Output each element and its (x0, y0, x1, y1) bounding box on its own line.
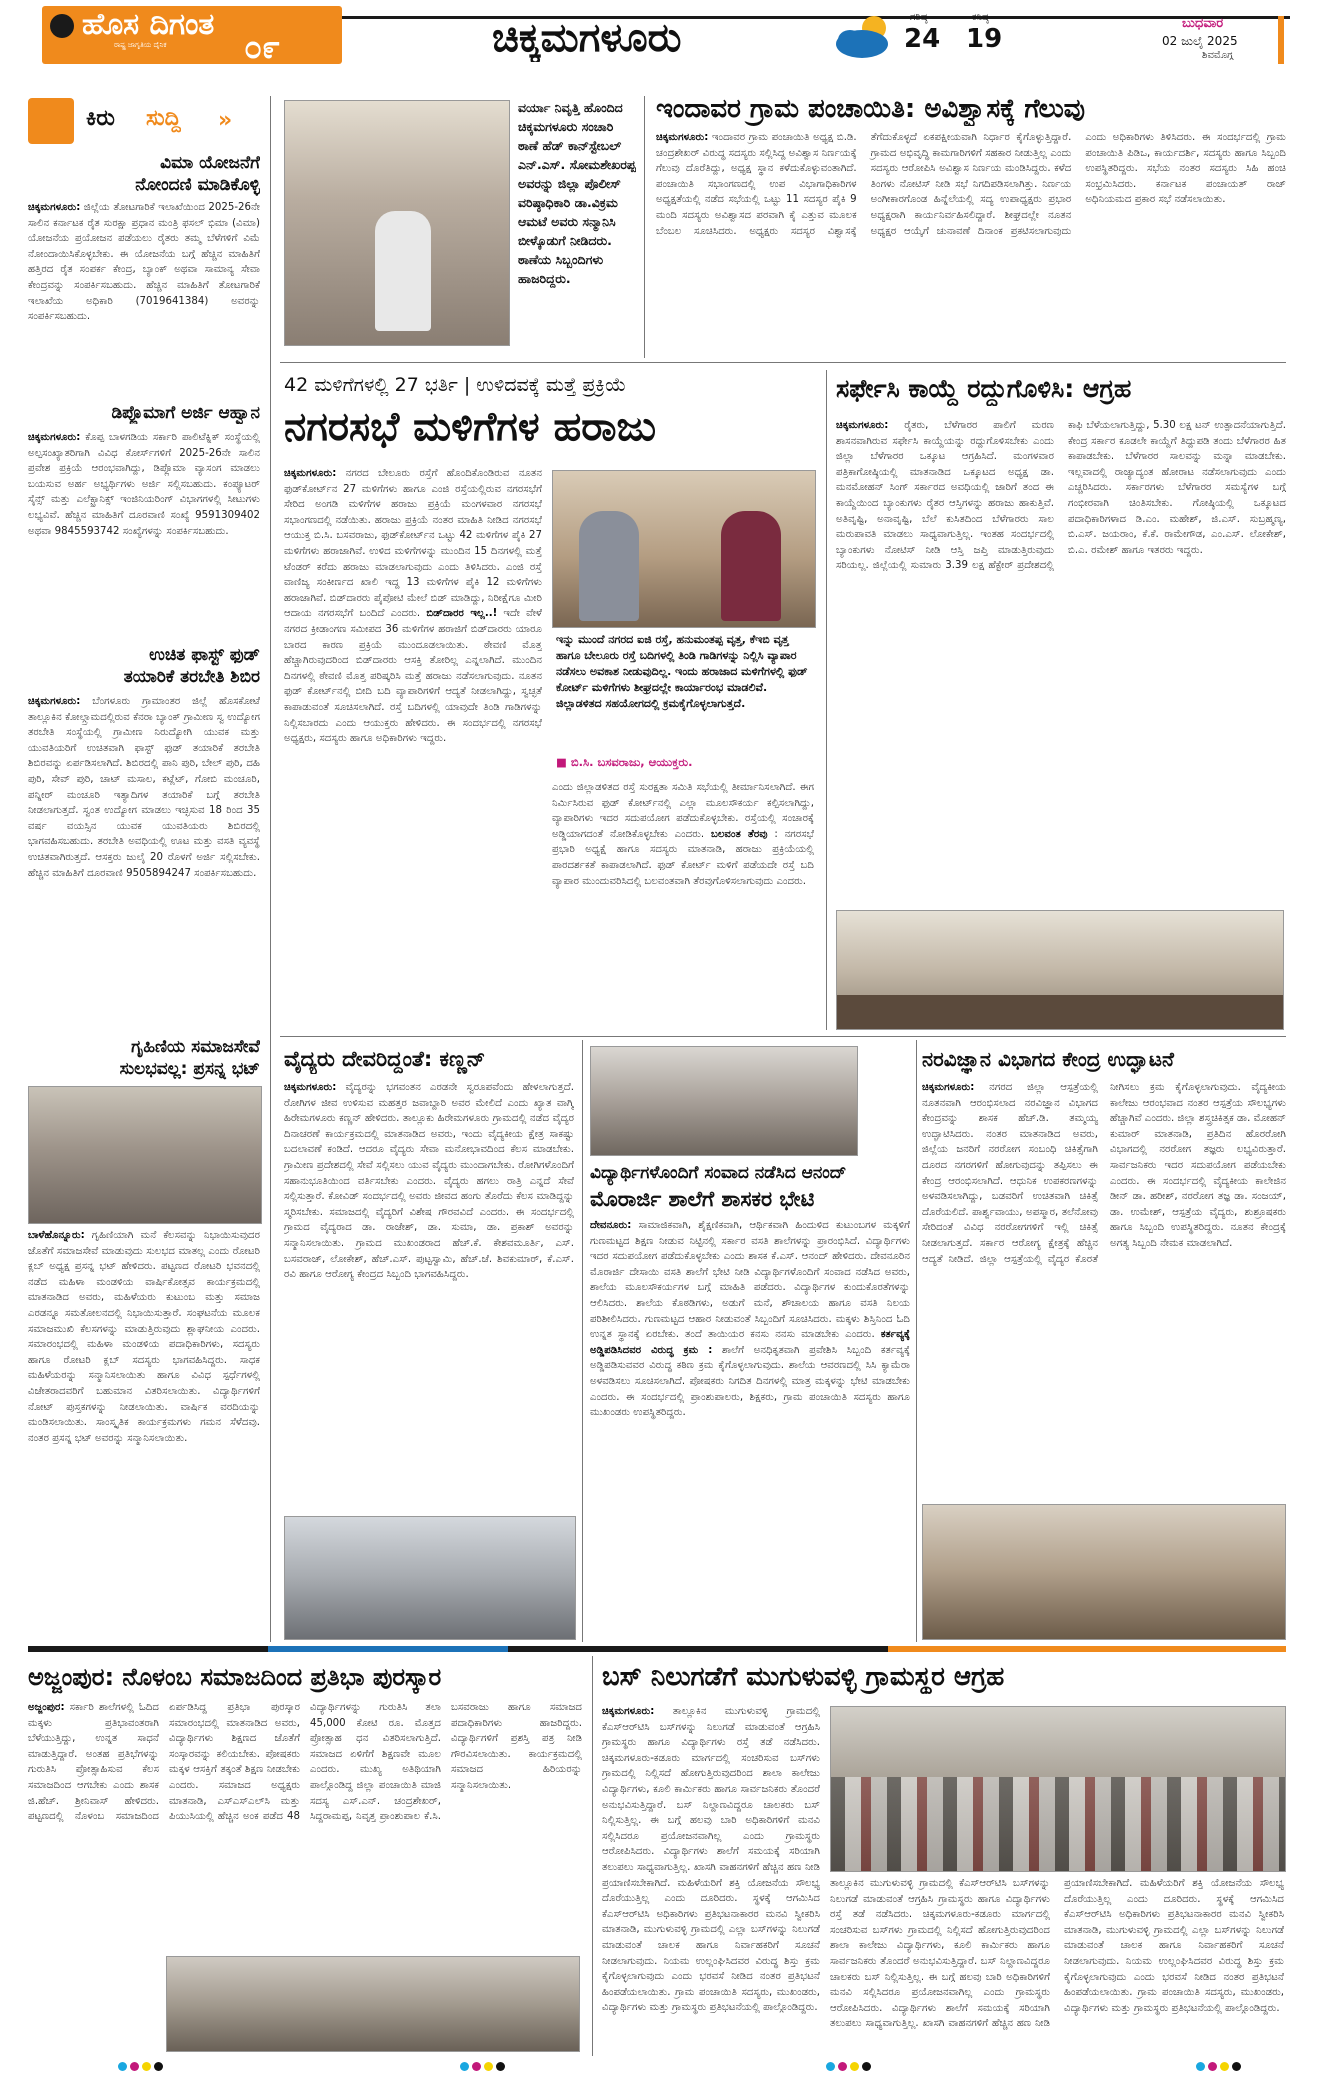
person-figure (375, 211, 431, 331)
reg-dot-black (1232, 2062, 1241, 2071)
section-color-band (28, 1646, 1286, 1652)
kiru-0-head1: ವಿಮಾ ಯೋಜನೆಗೆ (160, 153, 260, 173)
morarji-photo (590, 1046, 858, 1156)
city-title: ಚಿಕ್ಕಮಗಳೂರು (492, 15, 682, 61)
kiru-2-head1: ಉಚಿತ ಫಾಸ್ಟ್ ಫುಡ್ (149, 645, 260, 665)
naravijnana-body: ಚಿಕ್ಕಮಗಳೂರು: ನಗರದ ಜಿಲ್ಲಾ ಆಸ್ಪತ್ರೆಯಲ್ಲಿ ನೂತನವಾಗಿ ಆರಂಭಿಸಲಾದ ನರವಿಜ್ಞಾನ ವಿಭಾಗದ ಕೇಂದ್ರವನ್ನು ಶಾಸಕ ಹೆಚ್.ಡಿ. ತಮ್ಮಯ್ಯ ಉದ್ಘಾಟಿಸಿದರು. ನಂತರ ಮಾತನಾಡಿದ ಅವರು, ಜಿಲ್ಲೆಯ ಜನರಿಗೆ ನರರೋಗ ಸಂಬಂಧಿ ಚಿಕಿತ್ಸೆಗಾಗಿ ದೂರದ ನಗರಗಳಿಗೆ ಹೋಗುವುದನ್ನು ತಪ್ಪಿಸಲು ಈ ಕೇಂದ್ರ ಆರಂಭಿಸಲಾಗಿದೆ. ಆಧುನಿಕ ಉಪಕರಣಗಳನ್ನು ಅಳವಡಿಸಲಾಗಿದ್ದು, ಬಡವರಿಗೆ ಉಚಿತವಾಗಿ ಚಿಕಿತ್ಸೆ ದೊರೆಯಲಿದೆ. ಪಾರ್ಶ್ವವಾಯು, ಅಪಸ್ಮಾರ, ತಲೆನೋವು ಸೇರಿದಂತೆ ವಿವಿಧ ನರರೋಗಗಳಿಗೆ ಇಲ್ಲಿ ಚಿಕಿತ್ಸೆ ನೀಡಲಾಗುತ್ತದೆ. ಸರ್ಕಾರ ಆರೋಗ್ಯ ಕ್ಷೇತ್ರಕ್ಕೆ ಹೆಚ್ಚಿನ ಆದ್ಯತೆ ನೀಡಿದೆ. ಜಿಲ್ಲಾ ಆಸ್ಪತ್ರೆಯಲ್ಲಿ ವೈದ್ಯರ ಕೊರತೆ ನೀಗಿಸಲು ಕ್ರಮ ಕೈಗೊಳ್ಳಲಾಗುವುದು. ವೈದ್ಯಕೀಯ ಕಾಲೇಜು ಆರಂಭವಾದ ನಂತರ ಆಸ್ಪತ್ರೆಯ ಸೌಲಭ್ಯಗಳು ಹೆಚ್ಚಾಗಿವೆ ಎಂದರು. ಜಿಲ್ಲಾ ಶಸ್ತ್ರಚಿಕಿತ್ಸಕ ಡಾ. ಮೋಹನ್ ಕುಮಾರ್ ಮಾತನಾಡಿ, ಪ್ರತಿದಿನ ಹೊರರೋಗಿ ವಿಭಾಗದಲ್ಲಿ ನರರೋಗ ತಜ್ಞರು ಲಭ್ಯವಿರುತ್ತಾರೆ. ಸಾರ್ವಜನಿಕರು ಇದರ ಸದುಪಯೋಗ ಪಡೆಯಬೇಕು ಎಂದರು. ಈ ಸಂದರ್ಭದಲ್ಲಿ ವೈದ್ಯಕೀಯ ಕಾಲೇಜಿನ ಡೀನ್ ಡಾ. ಹರೀಶ್, ನರರೋಗ ತಜ್ಞ ಡಾ. ಸಂಜಯ್, ಡಾ. ಉಮೇಶ್, ಆಸ್ಪತ್ರೆಯ ವೈದ್ಯರು, ಶುಶ್ರೂಷಕರು ಹಾಗೂ ಸಿಬ್ಬಂದಿ ಉಪಸ್ಥಿತರಿದ್ದರು. ನೂತನ ಕೇಂದ್ರಕ್ಕೆ ಅಗತ್ಯ ಸಿಬ್ಬಂದಿ ನೇಮಕ ಮಾಡಲಾಗಿದೆ. (922, 1082, 1286, 1265)
max-temp-label: ಗರಿಷ್ಠ (910, 12, 928, 23)
registration-marks-center-right (826, 2062, 886, 2072)
vaidya-photo (284, 1516, 576, 1640)
press-meet-table (837, 995, 1283, 1029)
registration-marks-right (1196, 2062, 1256, 2072)
nagarasabhe-photo (552, 470, 816, 628)
logo-emblem-icon (50, 14, 74, 38)
ajjampura-body: ಅಜ್ಜಂಪುರ: ಸರ್ಕಾರಿ ಶಾಲೆಗಳಲ್ಲಿ ಓದಿದ ಮಕ್ಕಳು ಪ್ರತಿಭಾವಂತರಾಗಿ ಬೆಳೆಯುತ್ತಿದ್ದು, ಉನ್ನತ ಸಾಧನೆ ಮಾಡುತ್ತಿದ್ದಾರೆ. ಅಂತಹ ಪ್ರತಿಭೆಗಳನ್ನು ಗುರುತಿಸಿ ಪ್ರೋತ್ಸಾಹಿಸುವ ಕೆಲಸ ಸಮಾಜದಿಂದ ಆಗಬೇಕು ಎಂದು ಶಾಸಕ ಜಿ.ಹೆಚ್. ಶ್ರೀನಿವಾಸ್ ಹೇಳಿದರು. ಪಟ್ಟಣದಲ್ಲಿ ನೊಳಂಬ ಸಮಾಜದಿಂದ ಏರ್ಪಡಿಸಿದ್ದ ಪ್ರತಿಭಾ ಪುರಸ್ಕಾರ ಸಮಾರಂಭದಲ್ಲಿ ಮಾತನಾಡಿದ ಅವರು, ವಿದ್ಯಾರ್ಥಿಗಳು ಶಿಕ್ಷಣದ ಜೊತೆಗೆ ಸಂಸ್ಕಾರವನ್ನು ಕಲಿಯಬೇಕು. ಪೋಷಕರು ಮಕ್ಕಳ ಆಸಕ್ತಿಗೆ ತಕ್ಕಂತೆ ಶಿಕ್ಷಣ ನೀಡಬೇಕು ಎಂದರು. ಸಮಾಜದ ಅಧ್ಯಕ್ಷರು ಮಾತನಾಡಿ, ಎಸ್‌ಎಸ್‌ಎಲ್‌ಸಿ ಮತ್ತು ಪಿಯುಸಿಯಲ್ಲಿ ಹೆಚ್ಚಿನ ಅಂಕ ಪಡೆದ 48 ವಿದ್ಯಾರ್ಥಿಗಳನ್ನು ಗುರುತಿಸಿ ತಲಾ 45,000 ಕೋಟಿ ರೂ. ಮೊತ್ತದ ಪ್ರೋತ್ಸಾಹ ಧನ ವಿತರಿಸಲಾಗುತ್ತಿದೆ. ಸಮಾಜದ ಏಳಿಗೆಗೆ ಶಿಕ್ಷಣವೇ ಮೂಲ ಎಂದರು. ಮುಖ್ಯ ಅತಿಥಿಯಾಗಿ ಪಾಲ್ಗೊಂಡಿದ್ದ ಜಿಲ್ಲಾ ಪಂಚಾಯಿತಿ ಮಾಜಿ ಸದಸ್ಯ ಎಸ್.ಎನ್. ಚಂದ್ರಶೇಖರ್, ಸಿದ್ದರಾಮಪ್ಪ, ನಿವೃತ್ತ ಪ್ರಾಂಶುಪಾಲ ಕೆ.ಸಿ. ಬಸವರಾಜು ಹಾಗೂ ಸಮಾಜದ ಪದಾಧಿಕಾರಿಗಳು ಹಾಜರಿದ್ದರು. ವಿದ್ಯಾರ್ಥಿಗಳಿಗೆ ಪ್ರಶಸ್ತಿ ಪತ್ರ ನೀಡಿ ಗೌರವಿಸಲಾಯಿತು. ಕಾರ್ಯಕ್ರಮದಲ್ಲಿ ಸಮಾಜದ ಹಿರಿಯರನ್ನು ಸನ್ಮಾನಿಸಲಾಯಿತು. (28, 1702, 582, 1823)
kiru-0-head2: ನೋಂದಣಿ ಮಾಡಿಕೊಳ್ಳಿ (135, 175, 260, 195)
official-figure-2 (721, 511, 781, 621)
bottom-rule (592, 1656, 593, 2056)
reg-dot-magenta (838, 2062, 847, 2071)
kiru-3-photo (28, 1086, 262, 1224)
reg-dot-cyan (826, 2062, 835, 2071)
mid-rule-1 (826, 370, 827, 1030)
nagarasabhe-body3: ಎಂದು ಜಿಲ್ಲಾಡಳಿತದ ರಸ್ತೆ ಸುರಕ್ಷತಾ ಸಮಿತಿ ಸಭೆಯಲ್ಲಿ ತೀರ್ಮಾನಿಸಲಾಗಿದೆ. ಈಗ ನಿರ್ಮಿಸಿರುವ ಫುಡ್ ಕೋರ್ಟ್‌ನಲ್ಲಿ ಎಲ್ಲಾ ಮೂಲಸೌಕರ್ಯ ಕಲ್ಪಿಸಲಾಗಿದ್ದು, ವ್ಯಾಪಾರಿಗಳು ಇದರ ಸದುಪಯೋಗ ಪಡೆದುಕೊಳ್ಳಬೇಕು. ರಸ್ತೆಯಲ್ಲಿ ಸಂಚಾರಕ್ಕೆ ಅಡ್ಡಿಯಾಗದಂತೆ ನೋಡಿಕೊಳ್ಳಬೇಕು ಎಂದರು. ಬಲವಂತ ತೆರವು : ನಗರಸಭೆ ಪ್ರಭಾರಿ ಅಧ್ಯಕ್ಷೆ ಹಾಗೂ ಸದಸ್ಯರು ಮಾತನಾಡಿ, ಹರಾಜು ಪ್ರಕ್ರಿಯೆಯಲ್ಲಿ ಪಾರದರ್ಶಕತೆ ಕಾಪಾಡಲಾಗಿದೆ. ಫುಡ್ ಕೋರ್ಟ್ ಮಳಿಗೆ ಪಡೆಯದೇ ರಸ್ತೆ ಬದಿ ವ್ಯಾಪಾರ ಮುಂದುವರಿಸಿದಲ್ಲಿ ಬಲವಂತವಾಗಿ ತೆರವುಗೊಳಿಸಲಾಗುವುದು ಎಂದರು. (552, 782, 814, 887)
mid-rule-3 (916, 1040, 917, 1642)
reg-dot-cyan (1196, 2062, 1205, 2071)
credit-square-icon: ■ (556, 755, 571, 769)
indavara-body: ಚಿಕ್ಕಮಗಳೂರು: ಇಂದಾವರ ಗ್ರಾಮ ಪಂಚಾಯಿತಿ ಅಧ್ಯಕ್ಷ ಬಿ.ಡಿ. ಚಂದ್ರಶೇಖರ್ ವಿರುದ್ಧ ಸದಸ್ಯರು ಸಲ್ಲಿಸಿದ್ದ ಅವಿಶ್ವಾಸ ನಿರ್ಣಯಕ್ಕೆ ಗೆಲುವು ದೊರೆತಿದ್ದು, ಅಧ್ಯಕ್ಷ ಸ್ಥಾನ ಕಳೆದುಕೊಳ್ಳುವಂತಾಗಿದೆ. ಪಂಚಾಯಿತಿ ಸಭಾಂಗಣದಲ್ಲಿ ಉಪ ವಿಭಾಗಾಧಿಕಾರಿಗಳ ಅಧ್ಯಕ್ಷತೆಯಲ್ಲಿ ನಡೆದ ಸಭೆಯಲ್ಲಿ ಒಟ್ಟು 11 ಸದಸ್ಯರ ಪೈಕಿ 9 ಮಂದಿ ಸದಸ್ಯರು ಅವಿಶ್ವಾಸದ ಪರವಾಗಿ ಕೈ ಎತ್ತುವ ಮೂಲಕ ಬೆಂಬಲ ಸೂಚಿಸಿದರು. ಅಧ್ಯಕ್ಷರು ಸದಸ್ಯರ ವಿಶ್ವಾಸಕ್ಕೆ ತೆಗೆದುಕೊಳ್ಳದೆ ಏಕಪಕ್ಷೀಯವಾಗಿ ನಿರ್ಧಾರ ಕೈಗೊಳ್ಳುತ್ತಿದ್ದಾರೆ. ಗ್ರಾಮದ ಅಭಿವೃದ್ಧಿ ಕಾಮಗಾರಿಗಳಿಗೆ ಸಹಕಾರ ನೀಡುತ್ತಿಲ್ಲ ಎಂದು ಸದಸ್ಯರು ಆರೋಪಿಸಿ ಅವಿಶ್ವಾಸ ನಿರ್ಣಯ ಮಂಡಿಸಿದ್ದರು. ಕಳೆದ ತಿಂಗಳು ನೋಟಿಸ್ ನೀಡಿ ಸಭೆ ನಿಗದಿಪಡಿಸಲಾಗಿತ್ತು. ನಿರ್ಣಯ ಅಂಗೀಕಾರಗೊಂಡ ಹಿನ್ನೆಲೆಯಲ್ಲಿ ಸದ್ಯ ಉಪಾಧ್ಯಕ್ಷರು ಪ್ರಭಾರ ಅಧ್ಯಕ್ಷರಾಗಿ ಕಾರ್ಯನಿರ್ವಹಿಸಲಿದ್ದಾರೆ. ಶೀಘ್ರದಲ್ಲೇ ನೂತನ ಅಧ್ಯಕ್ಷರ ಆಯ್ಕೆಗೆ ಚುನಾವಣೆ ದಿನಾಂಕ ಪ್ರಕಟಿಸಲಾಗುವುದು ಎಂದು ಅಧಿಕಾರಿಗಳು ತಿಳಿಸಿದರು. ಈ ಸಂದರ್ಭದಲ್ಲಿ ಗ್ರಾಮ ಪಂಚಾಯಿತಿ ಪಿಡಿಒ, ಕಾರ್ಯದರ್ಶಿ, ಸದಸ್ಯರು ಹಾಗೂ ಸಿಬ್ಬಂದಿ ಉಪಸ್ಥಿತರಿದ್ದರು. ಸಭೆಯ ನಂತರ ಸದಸ್ಯರು ಸಿಹಿ ಹಂಚಿ ಸಂಭ್ರಮಿಸಿದರು. ಕರ್ನಾಟಕ ಪಂಚಾಯತ್ ರಾಜ್ ಅಧಿನಿಯಮದ ಪ್ರಕಾರ ಸಭೆ ನಡೆಸಲಾಯಿತು. (656, 132, 1286, 237)
bus-photo (830, 1706, 1286, 1872)
min-temp-label: ಕನಿಷ್ಠ (972, 12, 989, 23)
retirement-caption: ವರ್ಯಾ ನಿವೃತ್ತಿ ಹೊಂದಿದ ಚಿಕ್ಕಮಗಳೂರು ಸಂಚಾರಿ ಠಾಣೆ ಹೆಡ್ ಕಾನ್‌ಸ್ಟೇಬಲ್ ಎನ್.ಎಸ್. ಸೋಮಶೇಖರಪ್ಪ ಅವರನ್ನು ಜಿಲ್ಲಾ ಪೊಲೀಸ್ ವರಿಷ್ಠಾಧಿಕಾರಿ ಡಾ.ವಿಕ್ರಮ ಆಮಟೆ ಅವರು ಸನ್ಮಾನಿಸಿ ಬೀಳ್ಕೊಡುಗೆ ನೀಡಿದರು. ಠಾಣೆಯ ಸಿಬ್ಬಂದಿಗಳು ಹಾಜರಿದ್ದರು. (518, 100, 636, 286)
reg-dot-magenta (130, 2062, 139, 2071)
morarji-headline: ವಿದ್ಯಾರ್ಥಿಗಳೊಂದಿಗೆ ಸಂವಾದ ನಡೆಸಿದ ಆನಂದ್ (590, 1163, 847, 1183)
logo-tagline: ರಾಷ್ಟ್ರ ಜಾಗೃತಿಯ ದೈನಿಕ (114, 41, 167, 49)
nagarasabhe-body1: ಚಿಕ್ಕಮಗಳೂರು: ನಗರದ ಬೇಲೂರು ರಸ್ತೆಗೆ ಹೊಂದಿಕೊಂಡಿರುವ ನೂತನ ಫುಡ್‌ಕೋರ್ಟ್‌ನ 27 ಮಳಿಗೆಗಳು ಹಾಗೂ ಎಂಜಿ ರಸ್ತೆಯಲ್ಲಿರುವ ನಗರಸಭೆಗೆ ಸೇರಿದ ಅಂಗಡಿ ಮಳಿಗೆಗಳ ಹರಾಜು ಪ್ರಕ್ರಿಯೆ ಮಂಗಳವಾರ ನಗರಸಭೆ ಸಭಾಂಗಣದಲ್ಲಿ ನಡೆಯಿತು. ಹರಾಜು ಪ್ರಕ್ರಿಯೆ ನಂತರ ಮಾಹಿತಿ ನೀಡಿದ ನಗರಸಭೆ ಆಯುಕ್ತ ಬಿ.ಸಿ. ಬಸವರಾಜು, ಫುಡ್‌ಕೋರ್ಟ್‌ನ ಒಟ್ಟು 42 ಮಳಿಗೆಗಳ ಪೈಕಿ 27 ಮಳಿಗೆಗಳು ಹರಾಜಾಗಿವೆ. ಉಳಿದ ಮಳಿಗೆಗಳನ್ನು ಮುಂದಿನ 15 ದಿನಗಳಲ್ಲಿ ಮತ್ತೆ ಟೆಂಡರ್ ಕರೆದು ಹರಾಜು ಮಾಡಲಾಗುವುದು ಎಂದು ತಿಳಿಸಿದರು. ಎಂಜಿ ರಸ್ತೆ ವಾಣಿಜ್ಯ ಸಂಕೀರ್ಣದ ಖಾಲಿ ಇದ್ದ 13 ಮಳಿಗೆಗಳ ಪೈಕಿ 12 ಮಳಿಗೆಗಳು ಹರಾಜಾಗಿವೆ. ಬಿಡ್‌ದಾರರು ಪೈಪೋಟಿ ಮೇಲೆ ಬಿಡ್ ಮಾಡಿದ್ದು, ನಿರೀಕ್ಷೆಗೂ ಮೀರಿ ಆದಾಯ ನಗರಸಭೆಗೆ ಬಂದಿದೆ ಎಂದರು. ಬಿಡ್‌ದಾರರ ಇಲ್ಲ..! ಇದೇ ವೇಳೆ ನಗರದ ಕ್ರೀಡಾಂಗಣ ಸಮೀಪದ 36 ಮಳಿಗೆಗಳ ಹರಾಜಿಗೆ ಬಿಡ್‌ದಾರರು ಯಾರೂ ಬಾರದ ಕಾರಣ ಪ್ರಕ್ರಿಯೆ ಮುಂದೂಡಲಾಯಿತು. ಠೇವಣಿ ಮೊತ್ತ ಹೆಚ್ಚಾಗಿರುವುದರಿಂದ ಬಿಡ್‌ದಾರರು ಆಸಕ್ತಿ ತೋರಿಲ್ಲ ಎನ್ನಲಾಗಿದೆ. ಮುಂದಿನ ದಿನಗಳಲ್ಲಿ ಠೇವಣಿ ಮೊತ್ತ ಪರಿಷ್ಕರಿಸಿ ಮತ್ತೆ ಹರಾಜು ನಡೆಸಲಾಗುವುದು. ನೂತನ ಫುಡ್ ಕೋರ್ಟ್‌ನಲ್ಲಿ ಬೀದಿ ಬದಿ ವ್ಯಾಪಾರಿಗಳಿಗೆ ಆದ್ಯತೆ ನೀಡಲಾಗಿದ್ದು, ಸ್ವಚ್ಛತೆ ಕಾಪಾಡುವಂತೆ ಸೂಚಿಸಲಾಗಿದೆ. ರಸ್ತೆ ಬದಿಗಳಲ್ಲಿ ಯಾವುದೇ ತಿಂಡಿ ಗಾಡಿಗಳನ್ನು ನಿಲ್ಲಿಸಬಾರದು ಎಂದು ಆಯುಕ್ತರು ಹೇಳಿದರು. ಈ ಸಂದರ್ಭದಲ್ಲಿ ನಗರಸಭೆ ಅಧ್ಯಕ್ಷರು, ಸದಸ್ಯರು ಹಾಗೂ ಅಧಿಕಾರಿಗಳು ಇದ್ದರು. (284, 468, 542, 745)
ajjampura-photo (166, 1956, 580, 2052)
registration-marks-center-left (460, 2062, 520, 2072)
top-section-rule (280, 362, 1286, 363)
reg-dot-yellow (142, 2062, 151, 2071)
kiru-1-body: ಚಿಕ್ಕಮಗಳೂರು: ಕೊಪ್ಪ ಬಾಳಗಡಿಯ ಸರ್ಕಾರಿ ಪಾಲಿಟೆಕ್ನಿಕ್ ಸಂಸ್ಥೆಯಲ್ಲಿ ಅಲ್ಪಸಂಖ್ಯಾತರಿಗಾಗಿ ವಿವಿಧ ಕೋರ್ಸ್‌ಗಳಿಗೆ 2025-26ನೇ ಸಾಲಿನ ಪ್ರವೇಶ ಪ್ರಕ್ರಿಯೆ ಆರಂಭವಾಗಿದ್ದು, ಡಿಪ್ಲೊಮಾ ವ್ಯಾಸಂಗ ಮಾಡಲು ಬಯಸುವ ಅರ್ಹ ಅಭ್ಯರ್ಥಿಗಳು ಅರ್ಜಿ ಸಲ್ಲಿಸಬಹುದು. ಕಂಪ್ಯೂಟರ್ ಸೈನ್ಸ್ ಮತ್ತು ಎಲೆಕ್ಟ್ರಾನಿಕ್ಸ್ ಇಂಜಿನಿಯರಿಂಗ್ ವಿಭಾಗಗಳಲ್ಲಿ ಸೀಟುಗಳು ಲಭ್ಯವಿವೆ. ಹೆಚ್ಚಿನ ಮಾಹಿತಿಗೆ ದೂರವಾಣಿ ಸಂಖ್ಯೆ 9591309402 ಅಥವಾ 9845593742 ಸಂಖ್ಯೆಗಳನ್ನು ಸಂಪರ್ಕಿಸಬಹುದು. (28, 432, 260, 537)
reg-dot-cyan (118, 2062, 127, 2071)
max-temp: 24 (904, 24, 941, 54)
min-temp: 19 (966, 24, 1003, 54)
band-dark (28, 1646, 268, 1652)
kiru-2-body: ಚಿಕ್ಕಮಗಳೂರು: ಬೆಂಗಳೂರು ಗ್ರಾಮಾಂತರ ಜಿಲ್ಲೆ ಹೊಸಕೋಟೆ ತಾಲ್ಲೂಕಿನ ಕೋಲ್ಗ್ರಾಮದಲ್ಲಿರುವ ಕೆನರಾ ಬ್ಯಾಂಕ್ ಗ್ರಾಮೀಣ ಸ್ವ ಉದ್ಯೋಗ ತರಬೇತಿ ಸಂಸ್ಥೆಯಲ್ಲಿ ಗ್ರಾಮೀಣ ನಿರುದ್ಯೋಗಿ ಯುವಕ ಮತ್ತು ಯುವತಿಯರಿಗೆ ಉಚಿತವಾಗಿ ಫಾಸ್ಟ್ ಫುಡ್ ತಯಾರಿಕೆ ತರಬೇತಿ ಶಿಬಿರವನ್ನು ಏರ್ಪಡಿಸಲಾಗಿದೆ. ಶಿಬಿರದಲ್ಲಿ ಪಾನಿ ಪುರಿ, ಬೇಲ್ ಪುರಿ, ದಹಿ ಪುರಿ, ಸೇವ್ ಪುರಿ, ಚಾಟ್ ಮಸಾಲ, ಕಟ್ಲೆಟ್, ಗೋಬಿ ಮಂಚೂರಿ, ಪನ್ನೀರ್ ಮಂಚೂರಿ ಇತ್ಯಾದಿಗಳ ತಯಾರಿಕೆ ಬಗ್ಗೆ ತರಬೇತಿ ನೀಡಲಾಗುತ್ತದೆ. ಸ್ವಂತ ಉದ್ಯೋಗ ಮಾಡಲು ಇಚ್ಛಿಸುವ 18 ರಿಂದ 35 ವರ್ಷ ವಯಸ್ಸಿನ ಯುವಕ ಯುವತಿಯರು ಶಿಬಿರದಲ್ಲಿ ಭಾಗವಹಿಸಬಹುದು. ತರಬೇತಿ ಅವಧಿಯಲ್ಲಿ ಊಟ ಮತ್ತು ವಸತಿ ವ್ಯವಸ್ಥೆ ಉಚಿತವಾಗಿರುತ್ತದೆ. ಆಸಕ್ತರು ಜುಲೈ 20 ರೊಳಗೆ ಅರ್ಜಿ ಸಲ್ಲಿಸಬೇಕು. ಹೆಚ್ಚಿನ ಮಾಹಿತಿಗೆ ದೂರವಾಣಿ 9505894247 ಸಂಪರ್ಕಿಸಬಹುದು. (28, 696, 260, 879)
official-figure-1 (579, 511, 639, 621)
survey-body: ಚಿಕ್ಕಮಗಳೂರು: ರೈತರು, ಬೆಳೆಗಾರರ ಪಾಲಿಗೆ ಮರಣ ಶಾಸನವಾಗಿರುವ ಸರ್ಫೇಸಿ ಕಾಯ್ದೆಯನ್ನು ರದ್ದುಗೊಳಿಸಬೇಕು ಎಂದು ಜಿಲ್ಲಾ ಬೆಳೆಗಾರರ ಒಕ್ಕೂಟ ಆಗ್ರಹಿಸಿದೆ. ಮಂಗಳವಾರ ಪತ್ರಿಕಾಗೋಷ್ಠಿಯಲ್ಲಿ ಮಾತನಾಡಿದ ಒಕ್ಕೂಟದ ಅಧ್ಯಕ್ಷ ಡಾ. ಮನಮೋಹನ್ ಸಿಂಗ್ ಸರ್ಕಾರದ ಅವಧಿಯಲ್ಲಿ ಜಾರಿಗೆ ತಂದ ಈ ಕಾಯ್ದೆಯಿಂದ ಬ್ಯಾಂಕುಗಳು ರೈತರ ಆಸ್ತಿಗಳನ್ನು ಹರಾಜು ಹಾಕುತ್ತಿವೆ. ಅತಿವೃಷ್ಟಿ, ಅನಾವೃಷ್ಟಿ, ಬೆಲೆ ಕುಸಿತದಿಂದ ಬೆಳೆಗಾರರು ಸಾಲ ಮರುಪಾವತಿ ಮಾಡಲು ಸಾಧ್ಯವಾಗುತ್ತಿಲ್ಲ. ಇಂತಹ ಸಂದರ್ಭದಲ್ಲಿ ಬ್ಯಾಂಕುಗಳು ನೋಟಿಸ್ ನೀಡಿ ಆಸ್ತಿ ಜಪ್ತಿ ಮಾಡುತ್ತಿರುವುದು ಸರಿಯಲ್ಲ. ಜಿಲ್ಲೆಯಲ್ಲಿ ಸುಮಾರು 3.39 ಲಕ್ಷ ಹೆಕ್ಟೇರ್ ಪ್ರದೇಶದಲ್ಲಿ ಕಾಫಿ ಬೆಳೆಯಲಾಗುತ್ತಿದ್ದು, 5.30 ಲಕ್ಷ ಟನ್ ಉತ್ಪಾದನೆಯಾಗುತ್ತಿದೆ. ಕೇಂದ್ರ ಸರ್ಕಾರ ಕೂಡಲೇ ಕಾಯ್ದೆಗೆ ತಿದ್ದುಪಡಿ ತಂದು ಬೆಳೆಗಾರರ ಹಿತ ಕಾಪಾಡಬೇಕು. ಬೆಳೆಗಾರರ ಸಾಲವನ್ನು ಮನ್ನಾ ಮಾಡಬೇಕು. ಇಲ್ಲವಾದಲ್ಲಿ ರಾಜ್ಯಾದ್ಯಂತ ಹೋರಾಟ ನಡೆಸಲಾಗುವುದು ಎಂದು ಎಚ್ಚರಿಸಿದರು. ಸರ್ಕಾರಗಳು ಬೆಳೆಗಾರರ ಸಮಸ್ಯೆಗಳ ಬಗ್ಗೆ ಗಂಭೀರವಾಗಿ ಚಿಂತಿಸಬೇಕು. ಗೋಷ್ಠಿಯಲ್ಲಿ ಒಕ್ಕೂಟದ ಪದಾಧಿಕಾರಿಗಳಾದ ಡಿ.ಎಂ. ಮಹೇಶ್, ಜಿ.ಎಸ್. ಸುಬ್ರಹ್ಮಣ್ಯ, ಬಿ.ಎಸ್. ಜಯರಾಂ, ಕೆ.ಕೆ. ರಾಮೇಗೌಡ, ಎಂ.ಎಸ್. ಲೋಕೇಶ್, ಬಿ.ಎ. ರಮೇಶ್ ಹಾಗೂ ಇತರರು ಇದ್ದರು. (836, 420, 1286, 572)
chevron-arrows-icon: » (218, 108, 233, 133)
left-column-rule (270, 96, 271, 1642)
survey-photo (836, 910, 1284, 1030)
reg-dot-cyan (460, 2062, 469, 2071)
band-blue (268, 1646, 508, 1652)
retirement-photo (284, 100, 510, 346)
ajjampura-headline: ಅಜ್ಜಂಪುರ: ನೊಳಂಬ ಸಮಾಜದಿಂದ ಪ್ರತಿಭಾ ಪುರಸ್ಕಾರ (28, 1663, 442, 1691)
kirusuddi-badge (28, 98, 248, 144)
reg-dot-black (862, 2062, 871, 2071)
masthead-accent-bar (1278, 16, 1284, 64)
kiru-3-body: ಬಾಳೆಹೊನ್ನೂರು: ಗೃಹಿಣಿಯಾಗಿ ಮನೆ ಕೆಲಸವನ್ನು ನಿಭಾಯಿಸುವುದರ ಜೊತೆಗೆ ಸಮಾಜಸೇವೆ ಮಾಡುವುದು ಸುಲಭದ ಮಾತಲ್ಲ ಎಂದು ರೋಟರಿ ಕ್ಲಬ್ ಅಧ್ಯಕ್ಷ ಪ್ರಸನ್ನ ಭಟ್ ಹೇಳಿದರು. ಪಟ್ಟಣದ ರೋಟರಿ ಭವನದಲ್ಲಿ ನಡೆದ ಮಹಿಳಾ ಮಂಡಳಿಯ ವಾರ್ಷಿಕೋತ್ಸವ ಕಾರ್ಯಕ್ರಮದಲ್ಲಿ ಮಾತನಾಡಿದ ಅವರು, ಮಹಿಳೆಯರು ಕುಟುಂಬ ಮತ್ತು ಸಮಾಜ ಎರಡನ್ನೂ ಸಮತೋಲನದಲ್ಲಿ ನಿಭಾಯಿಸುತ್ತಾರೆ. ಸಂಘಟನೆಯ ಮೂಲಕ ಸಮಾಜಮುಖಿ ಕೆಲಸಗಳನ್ನು ಮಾಡುತ್ತಿರುವುದು ಶ್ಲಾಘನೀಯ ಎಂದರು. ಸಮಾರಂಭದಲ್ಲಿ ಮಹಿಳಾ ಮಂಡಳಿಯ ಪದಾಧಿಕಾರಿಗಳು, ಸದಸ್ಯರು ಹಾಗೂ ರೋಟರಿ ಕ್ಲಬ್ ಸದಸ್ಯರು ಭಾಗವಹಿಸಿದ್ದರು. ಸಾಧಕ ಮಹಿಳೆಯರನ್ನು ಸನ್ಮಾನಿಸಲಾಯಿತು ಹಾಗೂ ವಿವಿಧ ಸ್ಪರ್ಧೆಗಳಲ್ಲಿ ವಿಜೇತರಾದವರಿಗೆ ಬಹುಮಾನ ವಿತರಿಸಲಾಯಿತು. ವಿದ್ಯಾರ್ಥಿಗಳಿಗೆ ನೋಟ್ ಪುಸ್ತಕಗಳನ್ನು ನೀಡಲಾಯಿತು. ವಾರ್ಷಿಕ ವರದಿಯನ್ನು ಮಂಡಿಸಲಾಯಿತು. ಸಾಂಸ್ಕೃತಿಕ ಕಾರ್ಯಕ್ರಮಗಳು ಗಮನ ಸೆಳೆದವು. ನಂತರ ಪ್ರಸನ್ನ ಭಟ್ ಅವರನ್ನು ಸನ್ಮಾನಿಸಲಾಯಿತು. (28, 1230, 260, 1444)
nagarasabhe-kicker: 42 ಮಳಿಗೆಗಳಲ್ಲಿ 27 ಭರ್ತಿ | ಉಳಿದವಕ್ಕೆ ಮತ್ತೆ ಪ್ರಕ್ರಿಯೆ (284, 374, 627, 396)
kiru-1-head1: ಡಿಪ್ಲೊಮಾಗೆ ಅರ್ಜಿ ಆಹ್ವಾನ (111, 403, 260, 423)
reg-dot-yellow (850, 2062, 859, 2071)
nagarasabhe-photo-credit: ■ ಬಿ.ಸಿ. ಬಸವರಾಜು, ಆಯುಕ್ತರು. (556, 755, 693, 769)
reg-dot-yellow (1220, 2062, 1229, 2071)
page-number: ೦೯ (244, 30, 280, 64)
reg-dot-yellow (484, 2062, 493, 2071)
vaidya-body: ಚಿಕ್ಕಮಗಳೂರು: ವೈದ್ಯರನ್ನು ಭಗವಂತನ ಎರಡನೇ ಸ್ವರೂಪವೆಂದು ಹೇಳಲಾಗುತ್ತದೆ. ರೋಗಿಗಳ ಜೀವ ಉಳಿಸುವ ಮಹತ್ತರ ಜವಾಬ್ದಾರಿ ಅವರ ಮೇಲಿದೆ ಎಂದು ಖ್ಯಾತ ವಾಗ್ಮಿ ಹಿರೇಮಗಳೂರು ಕಣ್ಣನ್ ಹೇಳಿದರು. ತಾಲ್ಲೂಕು ಹಿರೇಮಗಳೂರು ಗ್ರಾಮದಲ್ಲಿ ನಡೆದ ವೈದ್ಯರ ದಿನಾಚರಣೆ ಕಾರ್ಯಕ್ರಮದಲ್ಲಿ ಮಾತನಾಡಿದ ಅವರು, ಇಂದು ವೈದ್ಯಕೀಯ ಕ್ಷೇತ್ರ ಸಾಕಷ್ಟು ಬದಲಾವಣೆ ಕಂಡಿದೆ. ಆದರೂ ವೈದ್ಯರು ಸೇವಾ ಮನೋಭಾವದಿಂದ ಕೆಲಸ ಮಾಡಬೇಕು. ಗ್ರಾಮೀಣ ಪ್ರದೇಶದಲ್ಲಿ ಸೇವೆ ಸಲ್ಲಿಸಲು ಯುವ ವೈದ್ಯರು ಮುಂದಾಗಬೇಕು. ರೋಗಿಗಳೊಂದಿಗೆ ಸಹಾನುಭೂತಿಯಿಂದ ವರ್ತಿಸಬೇಕು ಎಂದರು. ವೈದ್ಯರು ಹಗಲು ರಾತ್ರಿ ಎನ್ನದೆ ಸೇವೆ ಸಲ್ಲಿಸುತ್ತಾರೆ. ಕೋವಿಡ್ ಸಂದರ್ಭದಲ್ಲಿ ಅವರು ಜೀವದ ಹಂಗು ತೊರೆದು ಕೆಲಸ ಮಾಡಿದ್ದನ್ನು ಸ್ಮರಿಸಬೇಕು. ಸಮಾಜದಲ್ಲಿ ವೈದ್ಯರಿಗೆ ವಿಶೇಷ ಗೌರವವಿದೆ ಎಂದರು. ಈ ಸಂದರ್ಭದಲ್ಲಿ ಗ್ರಾಮದ ವೈದ್ಯರಾದ ಡಾ. ರಾಜೇಶ್, ಡಾ. ಸುಮಾ, ಡಾ. ಪ್ರಕಾಶ್ ಅವರನ್ನು ಸನ್ಮಾನಿಸಲಾಯಿತು. ಗ್ರಾಮದ ಮುಖಂಡರಾದ ಹೆಚ್.ಕೆ. ಕೇಶವಮೂರ್ತಿ, ಎಸ್. ಬಸವರಾಜ್, ಲೋಕೇಶ್, ಹೆಚ್.ಎಸ್. ಪುಟ್ಟಸ್ವಾಮಿ, ಹೆಚ್.ಜೆ. ಶಿವಕುಮಾರ್, ಕೆ.ಎಸ್. ರವಿ ಹಾಗೂ ಆರೋಗ್ಯ ಕೇಂದ್ರದ ಸಿಬ್ಬಂದಿ ಭಾಗವಹಿಸಿದ್ದರು. (284, 1082, 574, 1281)
middle-section-rule (280, 1036, 1286, 1037)
hand-icon (28, 98, 74, 144)
survey-headline: ಸರ್ಫೇಸಿ ಕಾಯ್ದೆ ರದ್ದುಗೊಳಿಸಿ: ಆಗ್ರಹ (836, 374, 1132, 403)
logo-block (42, 6, 342, 64)
kiru-3-head1: ಗೃಹಿಣಿಯ ಸಮಾಜಸೇವೆ (131, 1037, 260, 1057)
top-middle-rule (644, 96, 645, 358)
bus-headline: ಬಸ್ ನಿಲುಗಡೆಗೆ ಮುಗುಳುವಳ್ಳಿ ಗ್ರಾಮಸ್ಥರ ಆಗ್ರಹ (602, 1662, 1005, 1692)
weather-cloud-icon (830, 10, 900, 62)
kiru-2-head2: ತಯಾರಿಕೆ ತರಬೇತಿ ಶಿಬಿರ (123, 667, 260, 687)
reg-dot-magenta (472, 2062, 481, 2071)
band-orange (888, 1646, 1286, 1652)
vaidya-headline: ವೈದ್ಯರು ದೇವರಿದ್ದಂತೆ: ಕಣ್ಣನ್ (284, 1047, 486, 1071)
date-label: 02 ಜುಲೈ 2025 (1162, 34, 1238, 48)
bus-body-col1: ಚಿಕ್ಕಮಗಳೂರು: ತಾಲ್ಲೂಕಿನ ಮುಗುಳುವಳ್ಳಿ ಗ್ರಾಮದಲ್ಲಿ ಕೆಎಸ್‌ಆರ್‌ಟಿಸಿ ಬಸ್‌ಗಳನ್ನು ನಿಲುಗಡೆ ಮಾಡುವಂತೆ ಆಗ್ರಹಿಸಿ ಗ್ರಾಮಸ್ಥರು ಹಾಗೂ ವಿದ್ಯಾರ್ಥಿಗಳು ರಸ್ತೆ ತಡೆ ನಡೆಸಿದರು. ಚಿಕ್ಕಮಗಳೂರು-ಕಡೂರು ಮಾರ್ಗದಲ್ಲಿ ಸಂಚರಿಸುವ ಬಸ್‌ಗಳು ಗ್ರಾಮದಲ್ಲಿ ನಿಲ್ಲಿಸದೆ ಹೋಗುತ್ತಿರುವುದರಿಂದ ಶಾಲಾ ಕಾಲೇಜು ವಿದ್ಯಾರ್ಥಿಗಳು, ಕೂಲಿ ಕಾರ್ಮಿಕರು ಹಾಗೂ ಸಾರ್ವಜನಿಕರು ತೊಂದರೆ ಅನುಭವಿಸುತ್ತಿದ್ದಾರೆ. ಬಸ್ ನಿಲ್ದಾಣವಿದ್ದರೂ ಚಾಲಕರು ಬಸ್ ನಿಲ್ಲಿಸುತ್ತಿಲ್ಲ. ಈ ಬಗ್ಗೆ ಹಲವು ಬಾರಿ ಅಧಿಕಾರಿಗಳಿಗೆ ಮನವಿ ಸಲ್ಲಿಸಿದರೂ ಪ್ರಯೋಜನವಾಗಿಲ್ಲ ಎಂದು ಗ್ರಾಮಸ್ಥರು ಆರೋಪಿಸಿದರು. ವಿದ್ಯಾರ್ಥಿಗಳು ಶಾಲೆಗೆ ಸಮಯಕ್ಕೆ ಸರಿಯಾಗಿ ತಲುಪಲು ಸಾಧ್ಯವಾಗುತ್ತಿಲ್ಲ. ಖಾಸಗಿ ವಾಹನಗಳಿಗೆ ಹೆಚ್ಚಿನ ಹಣ ನೀಡಿ ಪ್ರಯಾಣಿಸಬೇಕಾಗಿದೆ. ಮಹಿಳೆಯರಿಗೆ ಶಕ್ತಿ ಯೋಜನೆಯ ಸೌಲಭ್ಯ ದೊರೆಯುತ್ತಿಲ್ಲ ಎಂದು ದೂರಿದರು. ಸ್ಥಳಕ್ಕೆ ಆಗಮಿಸಿದ ಕೆಎಸ್‌ಆರ್‌ಟಿಸಿ ಅಧಿಕಾರಿಗಳು ಪ್ರತಿಭಟನಾಕಾರರ ಮನವಿ ಸ್ವೀಕರಿಸಿ ಮಾತನಾಡಿ, ಮುಗುಳುವಳ್ಳಿ ಗ್ರಾಮದಲ್ಲಿ ಎಲ್ಲಾ ಬಸ್‌ಗಳನ್ನು ನಿಲುಗಡೆ ಮಾಡುವಂತೆ ಚಾಲಕ ಹಾಗೂ ನಿರ್ವಾಹಕರಿಗೆ ಸೂಚನೆ ನೀಡಲಾಗುವುದು. ನಿಯಮ ಉಲ್ಲಂಘಿಸಿದವರ ವಿರುದ್ಧ ಶಿಸ್ತು ಕ್ರಮ ಕೈಗೊಳ್ಳಲಾಗುವುದು ಎಂದು ಭರವಸೆ ನೀಡಿದ ನಂತರ ಪ್ರತಿಭಟನೆ ಹಿಂಪಡೆಯಲಾಯಿತು. ಗ್ರಾಮ ಪಂಚಾಯಿತಿ ಸದಸ್ಯರು, ಮುಖಂಡರು, ವಿದ್ಯಾರ್ಥಿಗಳು ಮತ್ತು ಗ್ರಾಮಸ್ಥರು ಪ್ರತಿಭಟನೆಯಲ್ಲಿ ಪಾಲ್ಗೊಂಡಿದ್ದರು. (602, 1706, 820, 2014)
naravijnana-photo (922, 1504, 1286, 1640)
reg-dot-magenta (1208, 2062, 1217, 2071)
morarji-headline2: ಮೊರಾರ್ಜಿ ಶಾಲೆಗೆ ಶಾಸಕರ ಭೇಟಿ (590, 1187, 815, 1211)
band-dark-2 (508, 1646, 888, 1652)
reg-dot-black (496, 2062, 505, 2071)
reg-dot-black (154, 2062, 163, 2071)
crowd-strip (831, 1777, 1285, 1871)
kirusuddi-label-a: ಕಿರು (86, 106, 115, 131)
masthead (42, 6, 1286, 66)
bus-body-col2: ತಾಲ್ಲೂಕಿನ ಮುಗುಳುವಳ್ಳಿ ಗ್ರಾಮದಲ್ಲಿ ಕೆಎಸ್‌ಆರ್‌ಟಿಸಿ ಬಸ್‌ಗಳನ್ನು ನಿಲುಗಡೆ ಮಾಡುವಂತೆ ಆಗ್ರಹಿಸಿ ಗ್ರಾಮಸ್ಥರು ಹಾಗೂ ವಿದ್ಯಾರ್ಥಿಗಳು ರಸ್ತೆ ತಡೆ ನಡೆಸಿದರು. ಚಿಕ್ಕಮಗಳೂರು-ಕಡೂರು ಮಾರ್ಗದಲ್ಲಿ ಸಂಚರಿಸುವ ಬಸ್‌ಗಳು ಗ್ರಾಮದಲ್ಲಿ ನಿಲ್ಲಿಸದೆ ಹೋಗುತ್ತಿರುವುದರಿಂದ ಶಾಲಾ ಕಾಲೇಜು ವಿದ್ಯಾರ್ಥಿಗಳು, ಕೂಲಿ ಕಾರ್ಮಿಕರು ಹಾಗೂ ಸಾರ್ವಜನಿಕರು ತೊಂದರೆ ಅನುಭವಿಸುತ್ತಿದ್ದಾರೆ. ಬಸ್ ನಿಲ್ದಾಣವಿದ್ದರೂ ಚಾಲಕರು ಬಸ್ ನಿಲ್ಲಿಸುತ್ತಿಲ್ಲ. ಈ ಬಗ್ಗೆ ಹಲವು ಬಾರಿ ಅಧಿಕಾರಿಗಳಿಗೆ ಮನವಿ ಸಲ್ಲಿಸಿದರೂ ಪ್ರಯೋಜನವಾಗಿಲ್ಲ ಎಂದು ಗ್ರಾಮಸ್ಥರು ಆರೋಪಿಸಿದರು. ವಿದ್ಯಾರ್ಥಿಗಳು ಶಾಲೆಗೆ ಸಮಯಕ್ಕೆ ಸರಿಯಾಗಿ ತಲುಪಲು ಸಾಧ್ಯವಾಗುತ್ತಿಲ್ಲ. ಖಾಸಗಿ ವಾಹನಗಳಿಗೆ ಹೆಚ್ಚಿನ ಹಣ ನೀಡಿ ಪ್ರಯಾಣಿಸಬೇಕಾಗಿದೆ. ಮಹಿಳೆಯರಿಗೆ ಶಕ್ತಿ ಯೋಜನೆಯ ಸೌಲಭ್ಯ ದೊರೆಯುತ್ತಿಲ್ಲ ಎಂದು ದೂರಿದರು. ಸ್ಥಳಕ್ಕೆ ಆಗಮಿಸಿದ ಕೆಎಸ್‌ಆರ್‌ಟಿಸಿ ಅಧಿಕಾರಿಗಳು ಪ್ರತಿಭಟನಾಕಾರರ ಮನವಿ ಸ್ವೀಕರಿಸಿ ಮಾತನಾಡಿ, ಮುಗುಳುವಳ್ಳಿ ಗ್ರಾಮದಲ್ಲಿ ಎಲ್ಲಾ ಬಸ್‌ಗಳನ್ನು ನಿಲುಗಡೆ ಮಾಡುವಂತೆ ಚಾಲಕ ಹಾಗೂ ನಿರ್ವಾಹಕರಿಗೆ ಸೂಚನೆ ನೀಡಲಾಗುವುದು. ನಿಯಮ ಉಲ್ಲಂಘಿಸಿದವರ ವಿರುದ್ಧ ಶಿಸ್ತು ಕ್ರಮ ಕೈಗೊಳ್ಳಲಾಗುವುದು ಎಂದು ಭರವಸೆ ನೀಡಿದ ನಂತರ ಪ್ರತಿಭಟನೆ ಹಿಂಪಡೆಯಲಾಯಿತು. ಗ್ರಾಮ ಪಂಚಾಯಿತಿ ಸದಸ್ಯರು, ಮುಖಂಡರು, ವಿದ್ಯಾರ್ಥಿಗಳು ಮತ್ತು ಗ್ರಾಮಸ್ಥರು ಪ್ರತಿಭಟನೆಯಲ್ಲಿ ಪಾಲ್ಗೊಂಡಿದ್ದರು. (830, 1878, 1284, 2030)
mid-rule-2 (582, 1040, 583, 1642)
logo-text: ಹೊಸ ದಿಗಂತ (82, 8, 215, 42)
edition-label: ಶಿವಮೊಗ್ಗ (1202, 50, 1234, 61)
kirusuddi-label-b: ಸುದ್ದಿ (146, 106, 181, 131)
nagarasabhe-photo-caption: ಇನ್ನು ಮುಂದೆ ನಗರದ ಐಜಿ ರಸ್ತೆ, ಹನುಮಂತಪ್ಪ ವೃತ್ತ, ಕೆಇಬಿ ವೃತ್ತ ಹಾಗೂ ಬೇಲೂರು ರಸ್ತೆ ಬದಿಗಳಲ್ಲಿ ತಿಂಡಿ ಗಾಡಿಗಳನ್ನು ನಿಲ್ಲಿಸಿ ವ್ಯಾಪಾರ ನಡೆಸಲು ಅವಕಾಶ ನೀಡುವುದಿಲ್ಲ. ಇಂದು ಹರಾಜಾದ ಮಳಿಗೆಗಳಲ್ಲಿ ಫುಡ್ ಕೋರ್ಟ್ ಮಳಿಗೆಗಳು ಶೀಘ್ರದಲ್ಲೇ ಕಾರ್ಯಾರಂಭ ಮಾಡಲಿವೆ. ಜಿಲ್ಲಾಡಳಿತದ ಸಹಯೋಗದಲ್ಲಿ ಕ್ರಮಕೈಗೊಳ್ಳಲಾಗುತ್ತದೆ. (556, 633, 808, 710)
indavara-headline: ಇಂದಾವರ ಗ್ರಾಮ ಪಂಚಾಯಿತಿ: ಅವಿಶ್ವಾಸಕ್ಕೆ ಗೆಲುವು (656, 94, 1085, 124)
registration-marks-left (118, 2062, 178, 2072)
morarji-body: ದೇವನೂರು: ಸಾಮಾಜಿಕವಾಗಿ, ಶೈಕ್ಷಣಿಕವಾಗಿ, ಆರ್ಥಿಕವಾಗಿ ಹಿಂದುಳಿದ ಕುಟುಂಬಗಳ ಮಕ್ಕಳಿಗೆ ಗುಣಮಟ್ಟದ ಶಿಕ್ಷಣ ನೀಡುವ ನಿಟ್ಟಿನಲ್ಲಿ ಸರ್ಕಾರ ವಸತಿ ಶಾಲೆಗಳನ್ನು ಪ್ರಾರಂಭಿಸಿದೆ. ವಿದ್ಯಾರ್ಥಿಗಳು ಇದರ ಸದುಪಯೋಗ ಪಡೆದುಕೊಳ್ಳಬೇಕು ಎಂದು ಶಾಸಕ ಕೆ.ಎಸ್. ಆನಂದ್ ಹೇಳಿದರು. ದೇವನೂರಿನ ಮೊರಾರ್ಜಿ ದೇಸಾಯಿ ವಸತಿ ಶಾಲೆಗೆ ಭೇಟಿ ನೀಡಿ ವಿದ್ಯಾರ್ಥಿಗಳೊಂದಿಗೆ ಸಂವಾದ ನಡೆಸಿದ ಅವರು, ಶಾಲೆಯ ಮೂಲಸೌಕರ್ಯಗಳ ಬಗ್ಗೆ ಮಾಹಿತಿ ಪಡೆದರು. ವಿದ್ಯಾರ್ಥಿಗಳ ಕುಂದುಕೊರತೆಗಳನ್ನು ಆಲಿಸಿದರು. ಶಾಲೆಯ ಕೊಠಡಿಗಳು, ಅಡುಗೆ ಮನೆ, ಶೌಚಾಲಯ ಹಾಗೂ ವಸತಿ ನಿಲಯ ಪರಿಶೀಲಿಸಿದರು. ಗುಣಮಟ್ಟದ ಆಹಾರ ನೀಡುವಂತೆ ಸಿಬ್ಬಂದಿಗೆ ಸೂಚಿಸಿದರು. ಮಕ್ಕಳು ಶಿಸ್ತಿನಿಂದ ಓದಿ ಉನ್ನತ ಸ್ಥಾನಕ್ಕೆ ಏರಬೇಕು. ತಂದೆ ತಾಯಿಯರ ಕನಸು ನನಸು ಮಾಡಬೇಕು ಎಂದರು. ಕರ್ತವ್ಯಕ್ಕೆ ಅಡ್ಡಿಪಡಿಸಿದವರ ವಿರುದ್ಧ ಕ್ರಮ : ಶಾಲೆಗೆ ಅನಧಿಕೃತವಾಗಿ ಪ್ರವೇಶಿಸಿ ಸಿಬ್ಬಂದಿ ಕರ್ತವ್ಯಕ್ಕೆ ಅಡ್ಡಿಪಡಿಸುವವರ ವಿರುದ್ಧ ಕಠಿಣ ಕ್ರಮ ಕೈಗೊಳ್ಳಲಾಗುವುದು. ಶಾಲೆಯ ಆವರಣದಲ್ಲಿ ಸಿಸಿ ಕ್ಯಾಮೆರಾ ಅಳವಡಿಸಲು ಸೂಚಿಸಲಾಗಿದೆ. ಪೋಷಕರು ನಿಗದಿತ ದಿನಗಳಲ್ಲಿ ಮಾತ್ರ ಮಕ್ಕಳನ್ನು ಭೇಟಿ ಮಾಡಬೇಕು ಎಂದರು. ಈ ಸಂದರ್ಭದಲ್ಲಿ ಪ್ರಾಂಶುಪಾಲರು, ಶಿಕ್ಷಕರು, ಗ್ರಾಮ ಪಂಚಾಯಿತಿ ಸದಸ್ಯರು ಹಾಗೂ ಮುಖಂಡರು ಉಪಸ್ಥಿತರಿದ್ದರು. (590, 1220, 910, 1419)
kiru-0-body: ಚಿಕ್ಕಮಗಳೂರು: ಜಿಲ್ಲೆಯ ತೋಟಗಾರಿಕೆ ಇಲಾಖೆಯಿಂದ 2025-26ನೇ ಸಾಲಿನ ಕರ್ನಾಟಕ ರೈತ ಸುರಕ್ಷಾ ಪ್ರಧಾನ ಮಂತ್ರಿ ಫಸಲ್ ಭಿಮಾ (ವಿಮಾ) ಯೋಜನೆಯ ಪ್ರಯೋಜನ ಪಡೆಯಲು ರೈತರು ತಮ್ಮ ಬೆಳೆಗಳಿಗೆ ವಿಮೆ ನೋಂದಾಯಿಸಿಕೊಳ್ಳಬೇಕು. ಈ ಯೋಜನೆಯ ಬಗ್ಗೆ ಹೆಚ್ಚಿನ ಮಾಹಿತಿಗೆ ಹತ್ತಿರದ ರೈತ ಸಂಪರ್ಕ ಕೇಂದ್ರ, ಬ್ಯಾಂಕ್ ಅಥವಾ ಸಾಮಾನ್ಯ ಸೇವಾ ಕೇಂದ್ರವನ್ನು ಸಂಪರ್ಕಿಸಬಹುದು. ಹೆಚ್ಚಿನ ಮಾಹಿತಿಗೆ ತೋಟಗಾರಿಕೆ ಇಲಾಖೆಯ ಅಧಿಕಾರಿ (7019641384) ಅವರನ್ನು ಸಂಪರ್ಕಿಸಬಹುದು. (28, 202, 260, 323)
kiru-3-head2: ಸುಲಭವಲ್ಲ: ಪ್ರಸನ್ನ ಭಟ್ (119, 1059, 260, 1079)
naravijnana-headline: ನರವಿಜ್ಞಾನ ವಿಭಾಗದ ಕೇಂದ್ರ ಉದ್ಘಾಟನೆ (922, 1047, 1174, 1071)
day-label: ಬುಧವಾರ (1182, 16, 1224, 31)
nagarasabhe-headline: ನಗರಸಭೆ ಮಳಿಗೆಗಳ ಹರಾಜು (284, 404, 657, 450)
